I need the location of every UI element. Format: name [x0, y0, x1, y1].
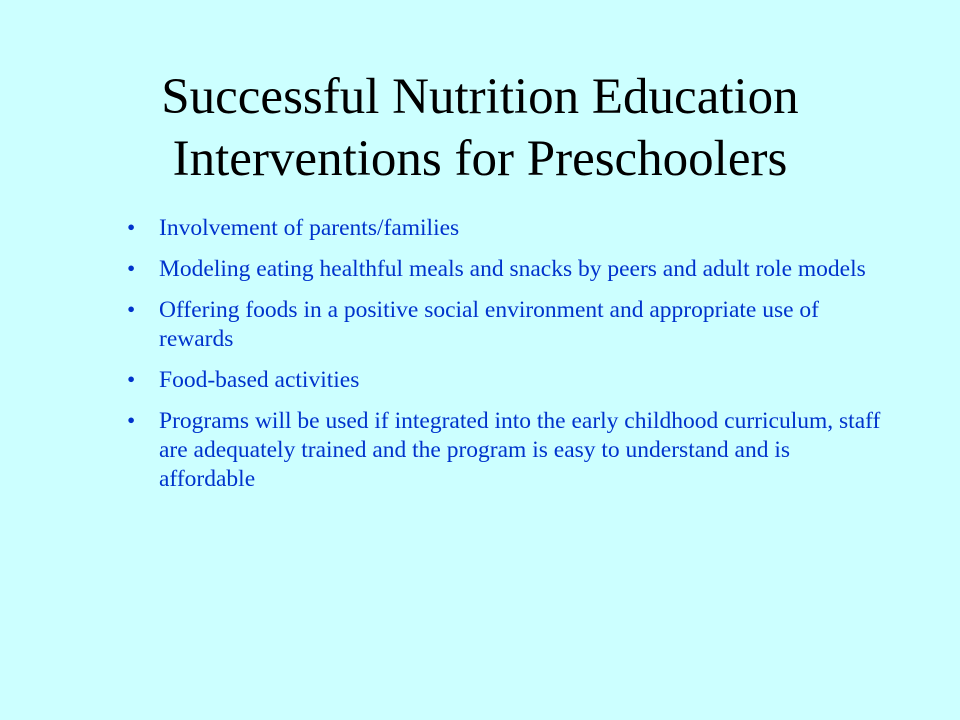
slide-title-line-1: Successful Nutrition Education — [161, 69, 799, 125]
bullet-item — [125, 296, 885, 354]
slide-title-line-2: Interventions for Preschoolers — [172, 131, 788, 187]
bullet-item — [125, 407, 885, 494]
bullet-text: Modeling eating healthful meals and snacks by peers and adult role models — [159, 256, 866, 282]
bullet-dot-icon: • — [127, 367, 136, 393]
bullet-dot-icon: • — [127, 215, 136, 241]
bullet-dot-icon: • — [127, 256, 136, 282]
bullet-text: Food-based activities — [159, 367, 360, 393]
bullet-text: Offering foods in a positive social environment and appropriate use of rewards — [159, 297, 819, 352]
bullet-text: Programs will be used if integrated into the early childhood curriculum, staff are adequately trained and the program is easy to understand and is affordable — [159, 408, 881, 492]
bullet-item — [125, 214, 885, 243]
bullet-text: Involvement of parents/families — [159, 215, 460, 241]
bullet-item — [125, 255, 885, 284]
slide-title — [40, 66, 920, 190]
bullet-dot-icon: • — [127, 297, 136, 323]
bullet-item — [125, 366, 885, 395]
bullet-dot-icon: • — [127, 408, 136, 434]
bullet-list — [125, 214, 885, 506]
